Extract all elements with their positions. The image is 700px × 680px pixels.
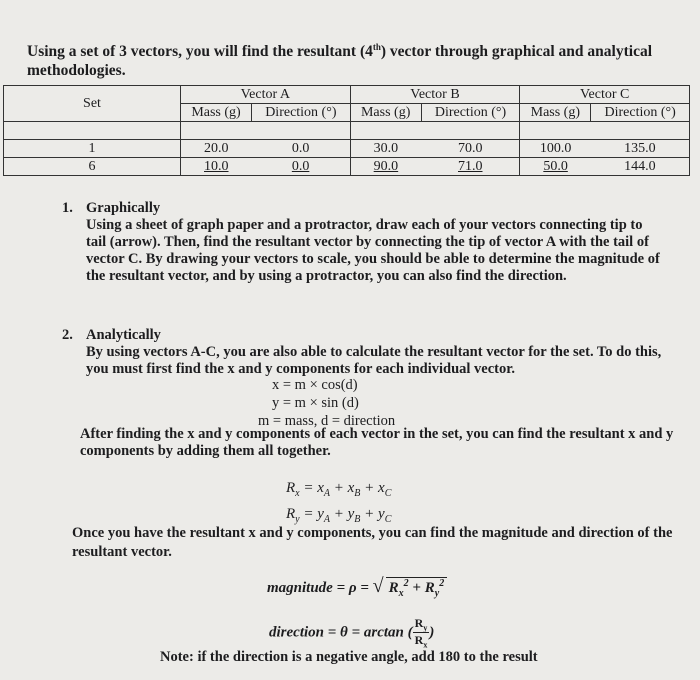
- set-header: Set: [4, 86, 181, 122]
- table-row: [4, 158, 690, 176]
- equation-rx: $R_x = x_A + x_B + x_C$: [286, 480, 392, 499]
- c-mass-header: Mass (g): [520, 104, 591, 122]
- section-number: 2.: [62, 327, 73, 343]
- sqrt-content: $R_x^2 + R_y^2$: [386, 577, 448, 599]
- a-mass-header: Mass (g): [181, 104, 252, 122]
- after-text: After finding the x and y components of each vector in the set, you can find the resultant x and y components by adding them all together.: [80, 426, 674, 459]
- direction-equation: direction = θ = arctan ( $\frac{R_y}{R_x}$ ): [269, 616, 435, 650]
- fraction: $\frac{R_y}{R_x}$: [414, 616, 428, 650]
- c-mass-cell: 50.0: [520, 158, 591, 176]
- table-spacer-row: [4, 122, 690, 140]
- table-header-row-1: [4, 86, 690, 104]
- equation-ry: $R_y = y_A + y_B + y_C$: [286, 506, 392, 525]
- formula-x: x = m × cos(d): [272, 377, 358, 393]
- a-mass-cell: 20.0: [181, 140, 252, 158]
- b-direction-cell: 71.0: [421, 158, 520, 176]
- vector-a-header: Vector A: [181, 86, 351, 104]
- b-mass-cell: 30.0: [350, 140, 421, 158]
- formula-legend: m = mass, d = direction: [258, 413, 396, 429]
- magnitude-equation: [267, 575, 447, 599]
- section-title: Analytically: [86, 327, 161, 343]
- b-mass-header: Mass (g): [350, 104, 421, 122]
- a-direction-header: Direction (°): [252, 104, 351, 122]
- magnitude-label: magnitude = ρ =: [267, 580, 369, 596]
- section-number: 1.: [62, 200, 73, 216]
- b-mass-cell: 90.0: [350, 158, 421, 176]
- note-text: Note: if the direction is a negative angle, add 180 to the result: [160, 649, 538, 665]
- section-body: By using vectors A-C, you are also able to calculate the resultant vector for the set. To do this, you must first find the x and y components for each individual vector.: [86, 344, 662, 377]
- b-direction-cell: 70.0: [421, 140, 520, 158]
- set-cell: 6: [4, 158, 181, 176]
- section-title: Graphically: [86, 200, 161, 216]
- vector-c-header: Vector C: [579, 86, 630, 102]
- vector-b-header: Vector B: [350, 86, 520, 104]
- formula-y: y = m × sin (d): [272, 395, 359, 411]
- c-mass-cell: 100.0: [520, 140, 591, 158]
- a-direction-cell: 0.0: [252, 158, 351, 176]
- intro-superscript: th: [372, 42, 381, 52]
- intro-part2: ) vector through graphical and analytical methodologies.: [27, 43, 653, 80]
- a-direction-cell: 0.0: [252, 140, 351, 158]
- c-direction-header: Direction (°): [591, 104, 690, 122]
- a-mass-cell: 10.0: [181, 158, 252, 176]
- direction-label: direction = θ = arctan (: [269, 624, 413, 641]
- vector-table: [3, 85, 690, 176]
- table-row: [4, 140, 690, 158]
- set-cell: 1: [4, 140, 181, 158]
- once-text: Once you have the resultant x and y components, you can find the magnitude and direction of the resultant vector.: [72, 525, 673, 560]
- c-direction-cell: 135.0: [591, 140, 690, 158]
- section-body: Using a sheet of graph paper and a protractor, draw each of your vectors connecting tip to tail (arrow). Then, find the resultant vector by connecting the tip of vector A with the tail of vector C. By drawing your vectors to scale, you should be able to determine the magnitude of the resultant vector, and by using a protractor, you can also find the direction.: [86, 217, 660, 284]
- sqrt-icon: √: [372, 575, 384, 597]
- intro-part1: Using a set of 3 vectors, you will find the resultant (4: [27, 43, 373, 61]
- intro-text: [27, 38, 667, 80]
- b-direction-header: Direction (°): [421, 104, 520, 122]
- c-direction-cell: 144.0: [591, 158, 690, 176]
